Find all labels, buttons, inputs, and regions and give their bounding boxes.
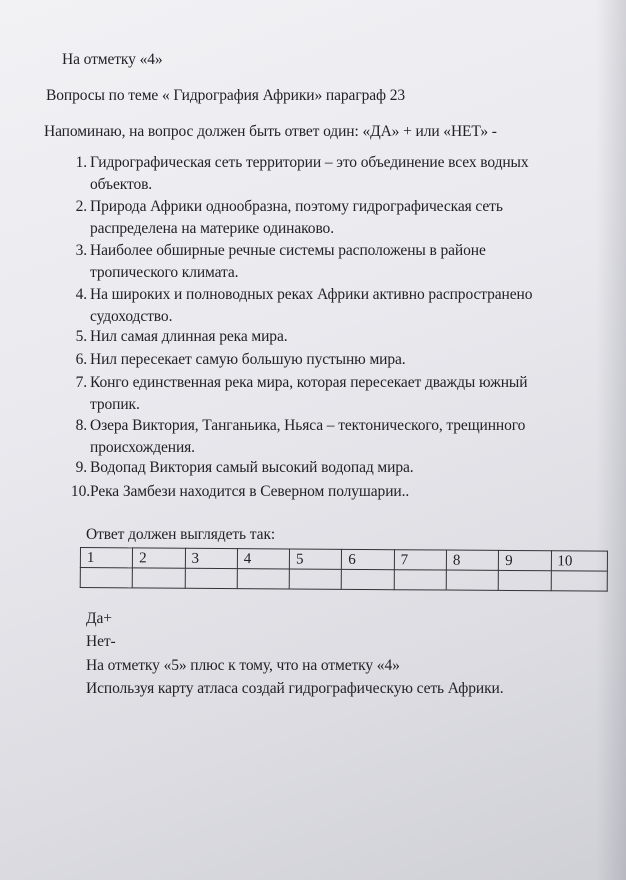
question-item: [66, 415, 525, 459]
question-number: 10.: [70, 483, 90, 500]
legend-no: Нет-: [86, 633, 116, 650]
answer-column-header: 1: [80, 548, 132, 568]
question-text: Гидрографическая сеть территории – это объединение всех водных: [90, 154, 529, 171]
answer-column-header: 2: [133, 548, 185, 568]
answer-column-header: 7: [394, 550, 446, 570]
answer-column-header: 6: [342, 549, 394, 569]
answer-table: [80, 547, 608, 592]
answer-cell: [237, 569, 289, 589]
question-item: [66, 240, 486, 284]
answer-cell: [80, 568, 132, 588]
question-number: 7.: [75, 374, 87, 391]
question-item: [66, 196, 503, 240]
question-number: 4.: [75, 286, 87, 303]
answer-cell: [132, 568, 184, 588]
question-number: 8.: [75, 417, 87, 434]
question-item: [66, 284, 532, 328]
answer-cell: [185, 568, 237, 588]
question-item: [66, 326, 288, 348]
answer-cell: [394, 570, 446, 590]
grade-4-label: На отметку «4»: [62, 51, 163, 68]
question-item: [66, 152, 529, 196]
question-text: Конго единственная река мира, которая пересекает дважды южный: [90, 374, 528, 391]
question-text: Нил пересекает самую большую пустыню мира.: [90, 351, 406, 368]
answer-cell: [446, 570, 498, 590]
answer-column-header: 10: [551, 551, 608, 571]
answer-cell: [342, 569, 394, 589]
question-number: 5.: [75, 328, 87, 345]
grade-5-task: Используя карту атласа создай гидрографическую сеть Африки.: [86, 680, 504, 697]
question-number: 2.: [75, 198, 87, 215]
question-item: [66, 372, 527, 416]
question-text-cont: объектов.: [90, 176, 153, 193]
answer-blank-row: [80, 568, 607, 592]
question-text: Озера Виктория, Танганьика, Ньяса – тектонического, трещинного: [90, 417, 526, 434]
legend-yes: Да+: [86, 610, 112, 627]
question-number: 9.: [75, 459, 87, 476]
answer-column-header: 9: [499, 550, 551, 570]
question-item: [66, 349, 406, 371]
question-text: Водопад Виктория самый высокий водопад мира.: [90, 459, 414, 476]
question-number: 1.: [75, 154, 87, 171]
question-text: Природа Африки однообразна, поэтому гидрографическая сеть: [90, 198, 503, 215]
question-text-cont: судоходство.: [90, 308, 173, 325]
question-number: 3.: [75, 242, 87, 259]
question-text-cont: распределена на материке одинаково.: [90, 220, 334, 237]
question-text-cont: происхождения.: [90, 439, 195, 456]
question-text: На широких и полноводных реках Африки активно распространено: [90, 286, 533, 303]
answer-cell: [551, 571, 608, 591]
answer-column-header: 5: [289, 549, 341, 569]
question-number: 6.: [75, 351, 87, 368]
question-item: [66, 481, 409, 503]
page-shadow: [596, 0, 626, 880]
grade-5-label: На отметку «5» плюс к тому, что на отметку «4»: [86, 657, 400, 674]
question-text-cont: тропического климата.: [90, 264, 239, 281]
answer-cell: [498, 570, 550, 590]
answer-cell: [289, 569, 341, 589]
instruction-text: Напоминаю, на вопрос должен быть ответ один: «ДА» + или «НЕТ» -: [44, 123, 497, 140]
question-text: Нил самая длинная река мира.: [90, 328, 288, 345]
question-text-cont: тропик.: [90, 396, 140, 413]
answer-column-header: 3: [185, 548, 237, 568]
answer-column-header: 8: [446, 550, 498, 570]
topic-title: Вопросы по теме « Гидрография Африки» параграф 23: [46, 87, 406, 104]
question-text: Река Замбези находится в Северном полушарии..: [90, 483, 410, 500]
answer-column-header: 4: [237, 549, 289, 569]
answer-caption: Ответ должен выглядеть так:: [86, 526, 276, 543]
question-text: Наиболее обширные речные системы расположены в районе: [90, 242, 486, 259]
question-item: [66, 457, 414, 479]
